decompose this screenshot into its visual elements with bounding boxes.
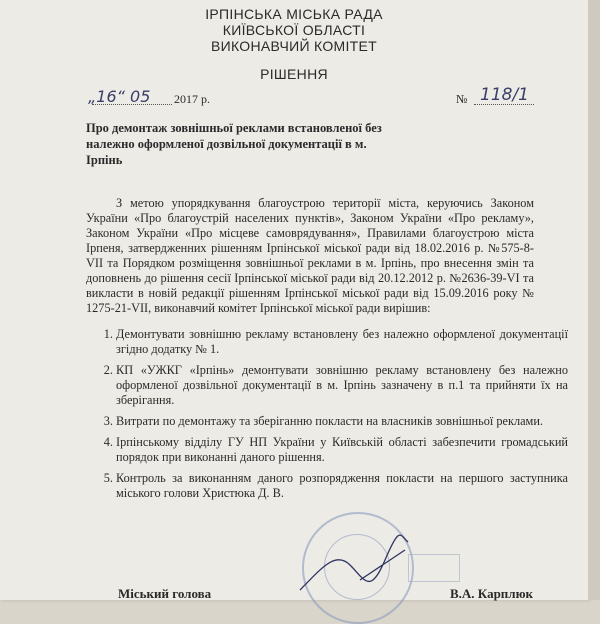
- council-name: ІРПІНСЬКА МІСЬКА РАДА: [205, 6, 383, 22]
- background-edge: [588, 0, 600, 600]
- signer-name: В.А. Карплюк: [450, 586, 534, 601]
- decision-items: [86, 327, 568, 507]
- date-handwritten: „16“ 05: [88, 87, 151, 106]
- number-label: №: [456, 92, 468, 106]
- list-item: 4. Ірпінському відділу ГУ НП України у Київській області забезпечити громадський порядок при виконанні даного рішення.: [116, 435, 568, 465]
- preamble-paragraph: З метою упорядкування благоустрою території міста, керуючись Законом України «Про благоустрій населених пунктів», Законом України «Про рекламу», Законом України «Про місцеве самоврядування», Правилами благоустрою міста Ірпеня, затвердженних рішенням Ірпінської міської ради від 18.02.2016 р. №575-8-VII та Порядком розміщення зовнішньої реклами в м. Ірпінь, про внесення змін та доповнень до рішення сесії Ірпінської міської ради від 20.12.2012 р. №2636-39-VI та викласти в новій редакції рішенням Ірпінської міської ради від 15.09.2016 року № 1275-21-VII, виконавчий комітет Ірпінської міської ради вирішив:: [86, 196, 534, 315]
- list-item: 5. Контроль за виконанням даного розпорядження покласти на першого заступника міського голови Христюка Д. В.: [116, 471, 568, 501]
- committee-name: ВИКОНАВЧИЙ КОМІТЕТ: [210, 38, 378, 54]
- number-underline: [474, 104, 534, 105]
- number-handwritten: 118/1: [480, 85, 529, 105]
- decision-subject: Про демонтаж зовнішньої реклами встановленої без належно оформленої дозвільної документації в м. Ірпінь: [86, 121, 382, 167]
- list-item: 3. Витрати по демонтажу та зберіганню покласти на власників зовнішньої реклами.: [116, 414, 568, 429]
- signature: [290, 530, 420, 600]
- list-item: 2. КП «УЖКГ «Ірпінь» демонтувати зовнішню рекламу встановлену без належно оформленої дозвільної документації в м. Ірпінь зазначену в п.1 та прийняти їх на зберігання.: [116, 363, 568, 408]
- region-name: КИЇВСЬКОЇ ОБЛАСТІ: [222, 22, 366, 38]
- signer-position: Міський голова: [118, 586, 212, 601]
- list-item: 1. Демонтувати зовнішню рекламу встановлену без належно оформленої документації згідно додатку № 1.: [116, 327, 568, 357]
- date-year: 2017 р.: [174, 92, 210, 106]
- date-underline: [92, 104, 172, 105]
- decision-title: РІШЕННЯ: [260, 66, 328, 82]
